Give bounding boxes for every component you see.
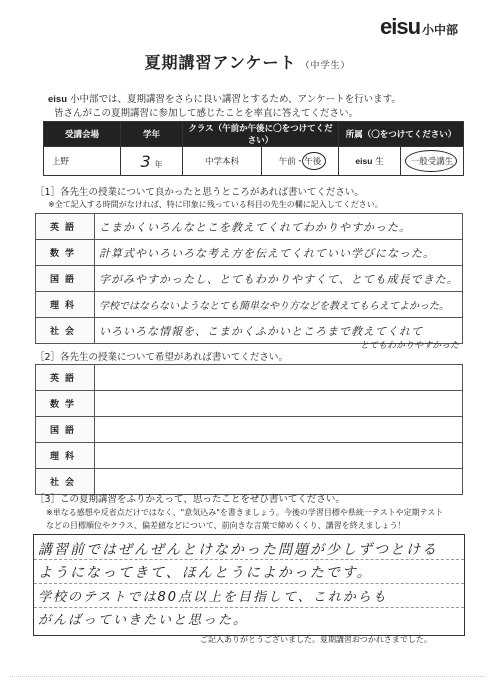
section3-answer-box[interactable] — [33, 534, 465, 636]
venue-cell[interactable] — [44, 147, 121, 176]
venue-value: 上野 — [52, 157, 70, 167]
subject-english: 英語 — [36, 214, 95, 240]
grade-suffix: 年 — [154, 159, 163, 169]
subject-social: 社会 — [36, 469, 95, 495]
class-course: 中学本科 — [204, 157, 239, 167]
eisu-logo — [380, 14, 458, 40]
ruled-line — [34, 583, 464, 584]
table-row — [36, 292, 463, 318]
ruled-line — [34, 607, 464, 608]
section3-line-2: ようになってきて、ほんとうによかったです。 — [38, 565, 373, 581]
subject-social: 社会 — [36, 318, 95, 344]
section1-note: ※全て記入する時間がなければ、特に印象に残っている科目の先生の欄に記入してください。 — [48, 200, 383, 209]
table-row — [36, 266, 463, 292]
request-math[interactable] — [95, 391, 463, 417]
table-row — [36, 214, 463, 240]
grade-cell[interactable] — [121, 147, 183, 176]
answer-math[interactable] — [95, 240, 463, 266]
subject-science: 理科 — [36, 443, 95, 469]
request-science[interactable] — [95, 443, 463, 469]
intro-line-2: 皆さんがこの夏期講習に参加して感じたことを率直に答えてください。 — [54, 108, 359, 119]
divider — [10, 676, 485, 677]
section3-line-3: 学校のテストでは80点以上を目指して、これからも — [38, 590, 388, 605]
grade-value: 3 — [140, 151, 152, 171]
title-text: 夏期講習アンケート — [144, 53, 297, 72]
intro-brand: eisu — [48, 94, 68, 105]
intro-line-1 — [48, 93, 401, 107]
intro-line-1-text: 小中部では、夏期講習をさらに良い講習とするため、アンケートを行います。 — [70, 94, 401, 105]
affiliation-brand: eisu — [355, 156, 373, 166]
table-row — [36, 443, 463, 469]
section1-table — [35, 213, 463, 344]
header-affiliation: 所属（〇をつけてください） — [339, 122, 464, 147]
subject-english: 英語 — [36, 365, 95, 391]
subject-japanese: 国語 — [36, 266, 95, 292]
answer-science[interactable] — [95, 292, 463, 318]
info-table — [43, 121, 464, 176]
answer-english[interactable] — [95, 214, 463, 240]
ruled-line — [34, 559, 464, 560]
section3-question: ［3］この夏期講習をふりかえって、思ったことをぜひ書いてください。 — [35, 494, 345, 505]
section2-table — [35, 364, 463, 495]
section3-line-1: 講習前ではぜんぜんとけなかった問題が少しずつとける — [38, 542, 438, 558]
answer-japanese[interactable] — [95, 266, 463, 292]
subject-science: 理科 — [36, 292, 95, 318]
logo-brand: eisu — [380, 14, 421, 39]
request-english[interactable] — [95, 365, 463, 391]
answer-text: 計算式やいろいろな考え方を伝えてくれていい学びになった。 — [99, 246, 435, 260]
answer-text: こまかくいろんなとこを教えてくれてわかりやすかった。 — [99, 220, 411, 234]
thanks-message: ご記入ありがとうございました。夏期講習おつかれさまでした。 — [200, 635, 432, 644]
table-row — [36, 391, 463, 417]
class-options: 午前・午後 — [278, 157, 322, 167]
subject-japanese: 国語 — [36, 417, 95, 443]
answer-text: 字がみやすかったし、とてもわかりやすくて、とても成長できた。 — [99, 272, 459, 286]
pm-circle-mark — [302, 152, 326, 170]
table-row — [36, 240, 463, 266]
intro-text — [48, 93, 401, 121]
section3-note-2: などの目標順位やクラス、偏差値などについて、前向きな言葉で締めくくり、講習を終えましょう！ — [46, 521, 406, 530]
affiliation-eisu-cell[interactable] — [339, 147, 401, 176]
subject-math: 数学 — [36, 240, 95, 266]
subject-math: 数学 — [36, 391, 95, 417]
section2-question: ［2］各先生の授業について希望があれば書いてください。 — [35, 352, 288, 363]
table-row — [36, 417, 463, 443]
affiliation-general: 一般受講生 — [410, 157, 454, 167]
affiliation-student: 生 — [375, 157, 384, 167]
header-grade: 学年 — [121, 122, 183, 147]
table-row — [36, 365, 463, 391]
affiliation-general-cell[interactable] — [401, 147, 464, 176]
class-course-cell — [183, 147, 262, 176]
section1-question: ［1］各先生の授業について良かったと思うところがあれば書いてください。 — [35, 187, 364, 198]
answer-text: いろいろな情報を、こまかくふかいところまで教えてくれて — [99, 324, 423, 338]
section3-line-4: がんばっていきたいと思った。 — [38, 613, 249, 628]
title-subtitle: （中学生） — [300, 61, 351, 71]
answer-text: 学校ではならないようなとても簡単なやり方などを教えてもらえてよかった。 — [99, 301, 449, 312]
request-japanese[interactable] — [95, 417, 463, 443]
header-class: クラス（午前か午後に〇をつけてください） — [183, 122, 339, 147]
general-circle-mark — [405, 150, 457, 172]
section1-overflow-text: とてもわかりやすかった — [360, 341, 460, 351]
header-venue: 受講会場 — [44, 122, 121, 147]
logo-division: 小中部 — [422, 23, 459, 37]
section3-note-1: ※単なる感想や反省点だけではなく、"意気込み"を書きましょう。今後の学習目標や県統一テストや定期テスト — [46, 508, 444, 517]
class-options-cell[interactable] — [262, 147, 339, 176]
page-title — [0, 50, 495, 73]
